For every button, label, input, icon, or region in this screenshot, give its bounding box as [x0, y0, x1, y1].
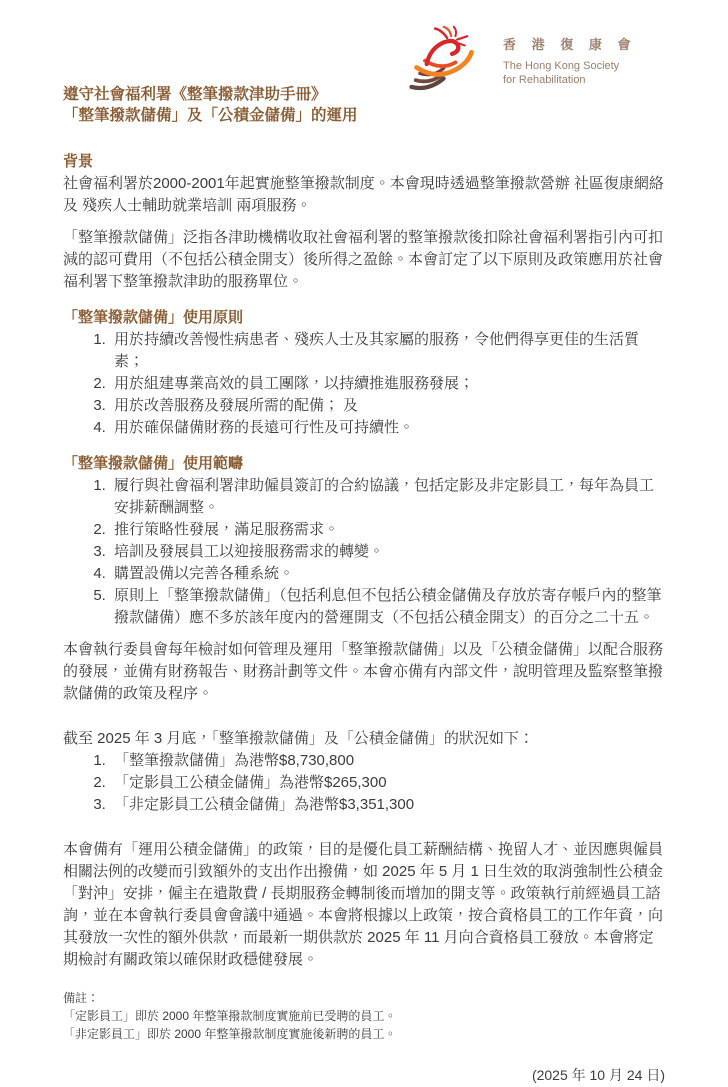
list-item: 5. 原則上「整筆撥款儲備」（包括利息但不包括公積金儲備及存放於寄存帳戶內的整筆撥款儲備）應不多於該年度內的營運開支（不包括公積金開支）的百分之二十五。 — [110, 585, 665, 629]
list-item: 2. 推行策略性發展，滿足服務需求。 — [110, 519, 665, 541]
org-name-english-line2: for Rehabilitation — [503, 73, 586, 86]
org-name-english-line1: The Hong Kong Society — [503, 59, 620, 72]
section-heading-usage-scope: 「整筆撥款儲備」使用範疇 — [63, 455, 244, 472]
annual-review-paragraph: 本會執行委員會每年檢討如何管理及運用「整筆撥款儲備」以及「公積金儲備」以配合服務的發展，並備有財務報告、財務計劃等文件。本會亦備有內部文件，說明管理及監察整筆撥款儲備的政策及程序。 — [63, 641, 664, 702]
usage-scope-list — [63, 475, 665, 629]
org-name-chinese: 香 港 復 康 會 — [503, 37, 637, 52]
section-heading-background: 背景 — [63, 153, 94, 170]
list-item: 4. 購置設備以完善各種系統。 — [110, 563, 665, 585]
usage-principles-list — [63, 329, 665, 439]
footnote-item: 「定影員工」即於 2000 年整筆撥款制度實施前已受聘的員工。 — [63, 1009, 397, 1023]
list-item: 3. 培訓及發展員工以迎接服務需求的轉變。 — [110, 541, 665, 563]
org-name — [503, 26, 636, 87]
footnotes-label: 備註： — [63, 991, 100, 1005]
reserve-status-intro: 截至 2025 年 3 月底，「整筆撥款儲備」及「公積金儲備」的狀況如下： — [63, 730, 534, 747]
document-title-line2: 「整筆撥款儲備」及「公積金儲備」的運用 — [63, 107, 358, 124]
footnote-item: 「非定影員工」即於 2000 年整筆撥款制度實施後新聘的員工。 — [63, 1027, 397, 1041]
background-paragraph-2: 「整筆撥款儲備」泛指各津助機構收取社會福利署的整筆撥款後扣除社會福利署指引內可扣減的認可費用（不包括公積金開支）後所得之盈餘。本會訂定了以下原則及政策應用於社會福利署下整筆撥款津助的服務單位。 — [63, 229, 664, 290]
provident-fund-policy-paragraph: 本會備有「運用公積金儲備」的政策，目的是優化員工薪酬結構、挽留人才、並因應與僱員相關法例的改變而引致額外的支出作出撥備，如 2025 年 5 月 1 日生效的取消強制性公積金「對沖」安排，僱主在遣散費 / 長期服務金轉制後而增加的開支等。政策執行前經過員工諮詢，並在本會執行委員會會議中通過。本會將根據以上政策，按合資格員工的工作年資，向其發放一次性的額外供款，而最新一期供款於 2025 年 11 月向合資格員工發放。本會將定期檢討有關政策以確保財政穩健發展。 — [63, 841, 664, 968]
list-item: 2. 用於組建專業高效的員工團隊，以持續推進服務發展； — [110, 373, 665, 395]
background-paragraph-1: 社會福利署於2000-2001年起實施整筆撥款制度。本會現時透過整筆撥款營辦 社區復康網絡 及 殘疾人士輔助就業培訓 兩項服務。 — [63, 175, 664, 214]
list-item: 3. 用於改善服務及發展所需的配備； 及 — [110, 395, 665, 417]
list-item: 1. 「整筆撥款儲備」為港幣$8,730,800 — [110, 750, 665, 772]
list-item: 1. 用於持續改善慢性病患者、殘疾人士及其家屬的服務，令他們得享更佳的生活質素； — [110, 329, 665, 373]
phoenix-logo-icon — [403, 26, 491, 92]
list-item: 2. 「定影員工公積金儲備」為港幣$265,300 — [110, 772, 665, 794]
list-item: 3. 「非定影員工公積金儲備」為港幣$3,351,300 — [110, 794, 665, 816]
document-date: (2025 年 10 月 24 日) — [531, 1067, 665, 1083]
reserve-status-list — [63, 750, 665, 816]
org-logo — [403, 26, 636, 92]
section-heading-usage-principles: 「整筆撥款儲備」使用原則 — [63, 309, 244, 326]
document-content — [63, 0, 665, 1087]
footnotes — [63, 989, 665, 1043]
document-title-line1: 遵守社會福利署《整筆撥款津助手冊》 — [63, 86, 327, 103]
list-item: 4. 用於確保儲備財務的長遠可行性及可持續性。 — [110, 417, 665, 439]
list-item: 1. 履行與社會福利署津助僱員簽訂的合約協議，包括定影及非定影員工，每年為員工安排薪酬調整。 — [110, 475, 665, 519]
